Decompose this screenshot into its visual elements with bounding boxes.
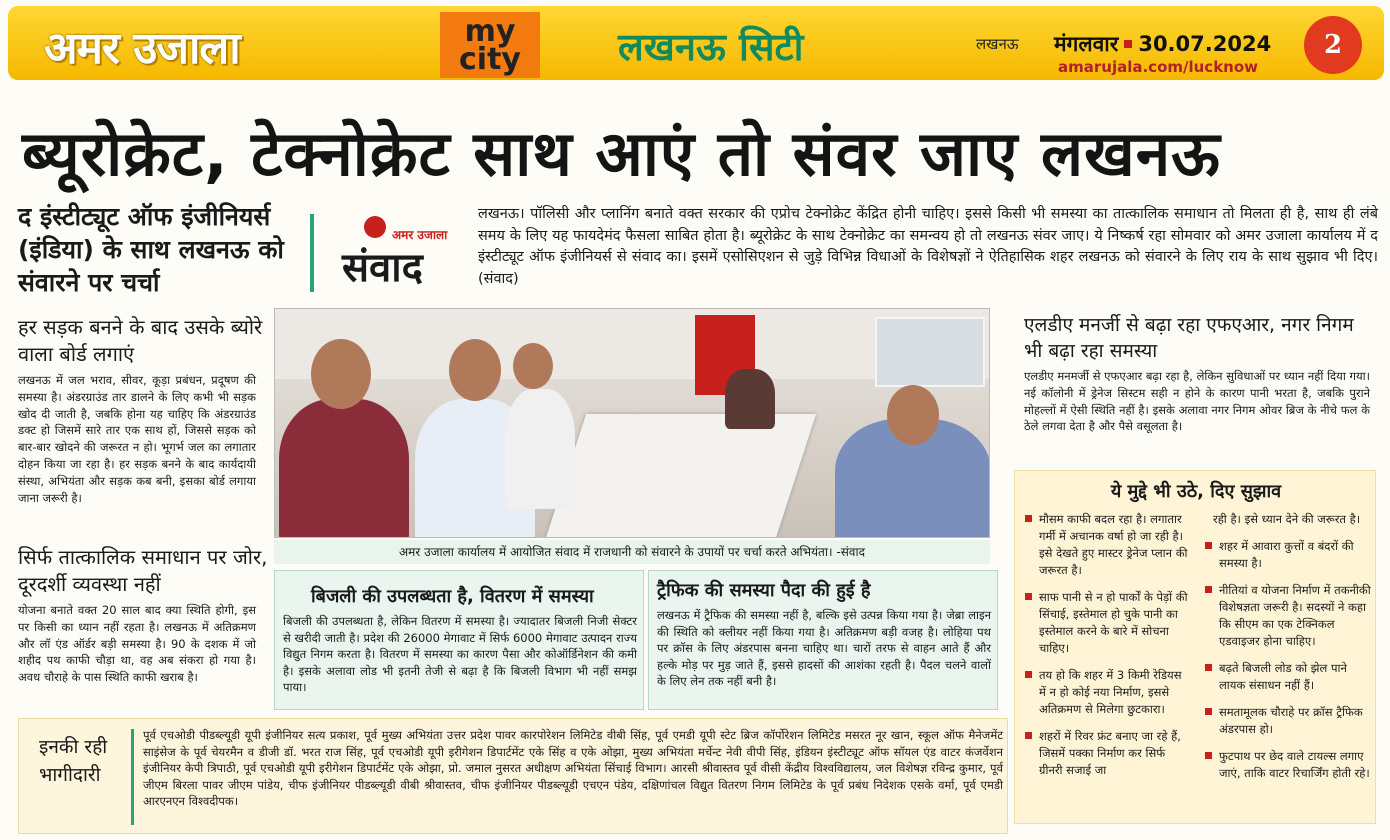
bullet-icon [1205, 586, 1212, 593]
suggestions-box [1014, 470, 1376, 824]
suggestion-item: मौसम काफी बदल रहा है। लगातार गर्मी में अचानक वर्षा हो जा रही है। इसे देखते हुए मास्टर ड्रेनेज प्लान की जरूरत है। [1021, 511, 1191, 579]
traffic-text: लखनऊ में ट्रैफिक की समस्या नहीं है, बल्कि इसे उत्पन्न किया गया है। जेब्रा लाइन की स्थिति को क्लीयर नहीं किया गया है। अतिक्रमण बड़ी वजह है। लोहिया पथ पर क्रॉस के लिए अंडरपास बनना चाहिए था। चारों तरफ से वाहन आते हैं और हल्के मोड़ पर मुड़ जाते हैं, इससे हादसों की आशंका रहती है। पैदल चलने वालों के लिए लेन तक नहीं बनी है। [657, 608, 991, 689]
suggestion-item: शहरों में रिवर फ्रंट बनाए जा रहे हैं, जिसमें पक्का निर्माण कर सिर्फ ग्रीनरी सजाई जा [1021, 728, 1191, 779]
mycity-line1: my [464, 14, 516, 49]
participants-text: पूर्व एचओडी पीडब्ल्यूडी यूपी इंजीनियर सत्य प्रकाश, पूर्व मुख्य अभियंता उत्तर प्रदेश पावर कारपोरेशन लिमिटेड वीबी सिंह, पूर्व एमडी यूपी स्टेट ब्रिज कॉर्पोरेशन लिमिटेड मसरत नूर खान, स्कूल ऑफ मैनेजमेंट साइंसेज के पूर्व चेयरमैन व डीजी डॉ. भरत राज सिंह, पूर्व एचओडी यूपी इरीगेशन डिपार्टमेंट एके सिंह व एके ओझा, मुख्य अभियंता मर्चेन्ट नेवी वीपी सिंह, इंडियन इंस्टीट्यूट ऑफ सॉयल एंड वाटर कंजर्वेशन इंजीनियर केपी त्रिपाठी, पूर्व एचओडी यूपी इरीगेशन डिपार्टमेंट एके ओझा, प्रो. जमाल नुसरत अधीक्षण अभियंता सिंचाई विभाग। आरसी श्रीवास्तव पूर्व वीसी केंद्रीय विश्वविद्यालय, जल विशेषज्ञ रविन्द्र कुमार, पूर्व जीएम बिरला पावर जीएम पांडेय, चीफ इंजीनियर पीडब्ल्यूडी वीबी श्रीवास्तव, चीफ इंजीनियर पीडब्ल्यूडी एचएन पंडेय, दक्षिणांचल विद्युत वितरण निगम लिमिटेड के पूर्व प्रबंध निदेशक एसके वर्मा, पूर्व एमडी आरएनएन विश्वदीपक। [143, 728, 1003, 809]
intro-paragraph: लखनऊ। पॉलिसी और प्लानिंग बनाते वक्त सरकार की एप्रोच टेक्नोक्रेट केंद्रित होनी चाहिए। इससे किसी भी समस्या का तात्कालिक समाधान तो मिलता ही है, साथ ही लंबे समय के लिए यह फायदेमंद फैसला साबित होता है। ब्यूरोक्रेट के साथ टेक्नोक्रेट का समन्वय हो तो लखनऊ संवर जाए। ये निष्कर्ष रहा सोमवार को अमर उजाला कार्यालय में द इंस्टीट्यूट ऑफ इंजीनियर्स से संवाद का। इसमें एसोसिएशन से जुड़े विभिन्न विधाओं के विशेषज्ञों ने ऐतिहासिक शहर लखनऊ को संवारने के लिए राय के साथ सुझाव भी दिए। (संवाद) [478, 206, 1378, 287]
power-box [274, 570, 644, 710]
suggestions-col-1 [1021, 511, 1191, 789]
mycity-line2: city [459, 42, 521, 77]
photo-person [279, 399, 409, 538]
suggestion-item: तय हो कि शहर में 3 किमी रेडियस में न हो कोई नया निर्माण, इससे अतिक्रमण से मिलेगा छुटकारा। [1021, 667, 1191, 718]
suggestion-item: समतामूलक चौराहे पर क्रॉस ट्रैफिक अंडरपास हो। [1201, 704, 1371, 738]
samvad-brand: अमर उजाला [392, 228, 448, 242]
city-label: लखनऊ [976, 35, 1019, 53]
website-link[interactable]: amarujala.com/lucknow [1058, 58, 1259, 76]
divider [310, 214, 314, 292]
participants-box [18, 718, 1008, 834]
mycity-logo [440, 12, 540, 78]
bullet-icon [1205, 664, 1212, 671]
page-number: 2 [1304, 16, 1362, 74]
suggestions-col-2 [1201, 511, 1371, 792]
suggestion-item: फुटपाथ पर छेद वाले टायल्स लगाए जाएं, ताकि वाटर रिचार्जिंग होती रहे। [1201, 748, 1371, 782]
photo-person-head [887, 385, 939, 445]
left-heading-1: हर सड़क बनने के बाद उसके ब्योरे वाला बोर्ड लगाएं [18, 315, 263, 366]
photo-person-head [449, 339, 501, 401]
subheadline: द इंस्टीट्यूट ऑफ इंजीनियर्स (इंडिया) के साथ लखनऊ को संवारने पर चर्चा [18, 202, 284, 297]
suggestions-title: ये मुद्दे भी उठे, दिए सुझाव [1110, 481, 1282, 502]
bullet-icon [1025, 593, 1032, 600]
photo-person [505, 389, 575, 509]
power-title: बिजली की उपलब्धता है, वितरण में समस्या [311, 586, 594, 607]
photo-table [544, 414, 816, 538]
date: 30.07.2024 [1138, 32, 1272, 56]
bullet-icon [1205, 708, 1212, 715]
power-text: बिजली की उपलब्धता है, लेकिन वितरण में समस्या है। ज्यादातर बिजली निजी सेक्टर से खरीदी जाती है। प्रदेश की 26000 मेगावाट में सिर्फ 6000 मेगावाट उत्पादन राज्य विद्युत निगम करता है। वितरण में समस्या का कारण पैसा और कोऑर्डिनेशन की कमी है। इसके अलावा लोड भी इतनी तेजी से बढ़ा है कि बिजली विभाग भी नहीं समझ पाया। [283, 614, 637, 695]
traffic-box [648, 570, 998, 710]
masthead [8, 6, 1384, 80]
traffic-title: ट्रैफिक की समस्या पैदा की हुई है [657, 580, 871, 601]
photo-person-head [311, 339, 371, 409]
bullet-icon [1025, 671, 1032, 678]
bullet-icon [1205, 542, 1212, 549]
suggestion-item: बढ़ते बिजली लोड को झेल पाने लायक संसाधन नहीं हैं। [1201, 660, 1371, 694]
section-title: लखनऊ सिटी [618, 25, 804, 69]
meeting-photo [274, 308, 990, 538]
suggestion-item: साफ पानी से न हो पार्कों के पेड़ों की सिंचाई, इस्तेमाल हो चुके पानी का इस्तेमाल करने के बारे में सोचना चाहिए। [1021, 589, 1191, 657]
main-headline: ब्यूरोक्रेट, टेक्नोक्रेट साथ आएं तो संवर जाए लखनऊ [22, 117, 1221, 190]
samvad-logo-icon [364, 216, 386, 238]
left-heading-2: सिर्फ तात्कालिक समाधान पर जोर, दूरदर्शी व्यवस्था नहीं [18, 545, 268, 596]
photo-person [725, 369, 775, 429]
bullet-icon [1205, 752, 1212, 759]
left-text-2: योजना बनाते वक्त 20 साल बाद क्या स्थिति होगी, इस पर किसी का ध्यान नहीं रहता है। लखनऊ में अतिक्रमण और लॉ एंड ऑर्डर बड़ी समस्या है। 90 के दशक में जो शहीद पथ काफी चौड़ा था, वह अब संकरा हो गया है। अवध चौराहे के पास स्थिति काफी खराब है। [18, 603, 256, 685]
brand-logo[interactable]: अमर उजाला [44, 23, 240, 74]
photo-window [875, 317, 985, 387]
photo-caption: अमर उजाला कार्यालय में आयोजित संवाद में राजधानी को संवारने के उपायों पर चर्चा करते अभियंता। -संवाद [274, 540, 990, 564]
suggestion-item: नीतियां व योजना निर्माण में तकनीकी विशेषज्ञता जरूरी है। सदस्यों ने कहा कि सीएम का एक टेक्निकल एडवाइजर होना चाहिए। [1201, 582, 1371, 650]
samvad-title: संवाद [342, 245, 423, 291]
bullet-icon [1025, 732, 1032, 739]
day-date [1054, 30, 1271, 58]
suggestion-continued: रही है। इसे ध्यान देने की जरूरत है। [1213, 512, 1361, 526]
day: मंगलवार [1054, 32, 1119, 56]
right-heading: एलडीए मनर्जी से बढ़ा रहा एफएआर, नगर निगम भी बढ़ा रहा समस्या [1024, 314, 1354, 362]
divider [131, 729, 134, 825]
photo-person-head [513, 343, 553, 389]
right-text: एलडीए मनमर्जी से एफएआर बढ़ा रहा है, लेकिन सुविधाओं पर ध्यान नहीं दिया गया। नई कॉलोनी में ड्रेनेज सिस्टम सही न होने के कारण पानी भरता है, जबकि पुराने मोहल्लों में ऐसी स्थिति नहीं है। इसके अलावा नगर निगम ओवर ब्रिज के नीचे फल के ठेले लगवा देता है और पैसे वसूलता है। [1024, 369, 1370, 434]
bullet-icon [1025, 515, 1032, 522]
participants-label: इनकी रही भागीदारी [39, 736, 108, 786]
suggestion-item: शहर में आवारा कुत्तों व बंदरों की समस्या है। [1201, 538, 1371, 572]
separator-square-icon [1124, 40, 1132, 48]
left-text-1: लखनऊ में जल भराव, सीवर, कूड़ा प्रबंधन, प्रदूषण की समस्या है। अंडरग्राउंड तार डालने के लिए कभी भी सड़क खोद दी जाती है, जबकि होना यह चाहिए कि अंडरग्राउंड डक्ट हो जिसमें सारे तार एक साथ हों, जिससे सड़क को बार-बार खोदने की जरूरत न हो। भूगर्भ जल का लगातार दोहन किया जा रहा है। हर सड़क बनने के बाद कार्यदायी संस्था, अभियंता और सड़क कब बनी, इसका बोर्ड लगाया जाना जरूरी है। [18, 373, 256, 505]
